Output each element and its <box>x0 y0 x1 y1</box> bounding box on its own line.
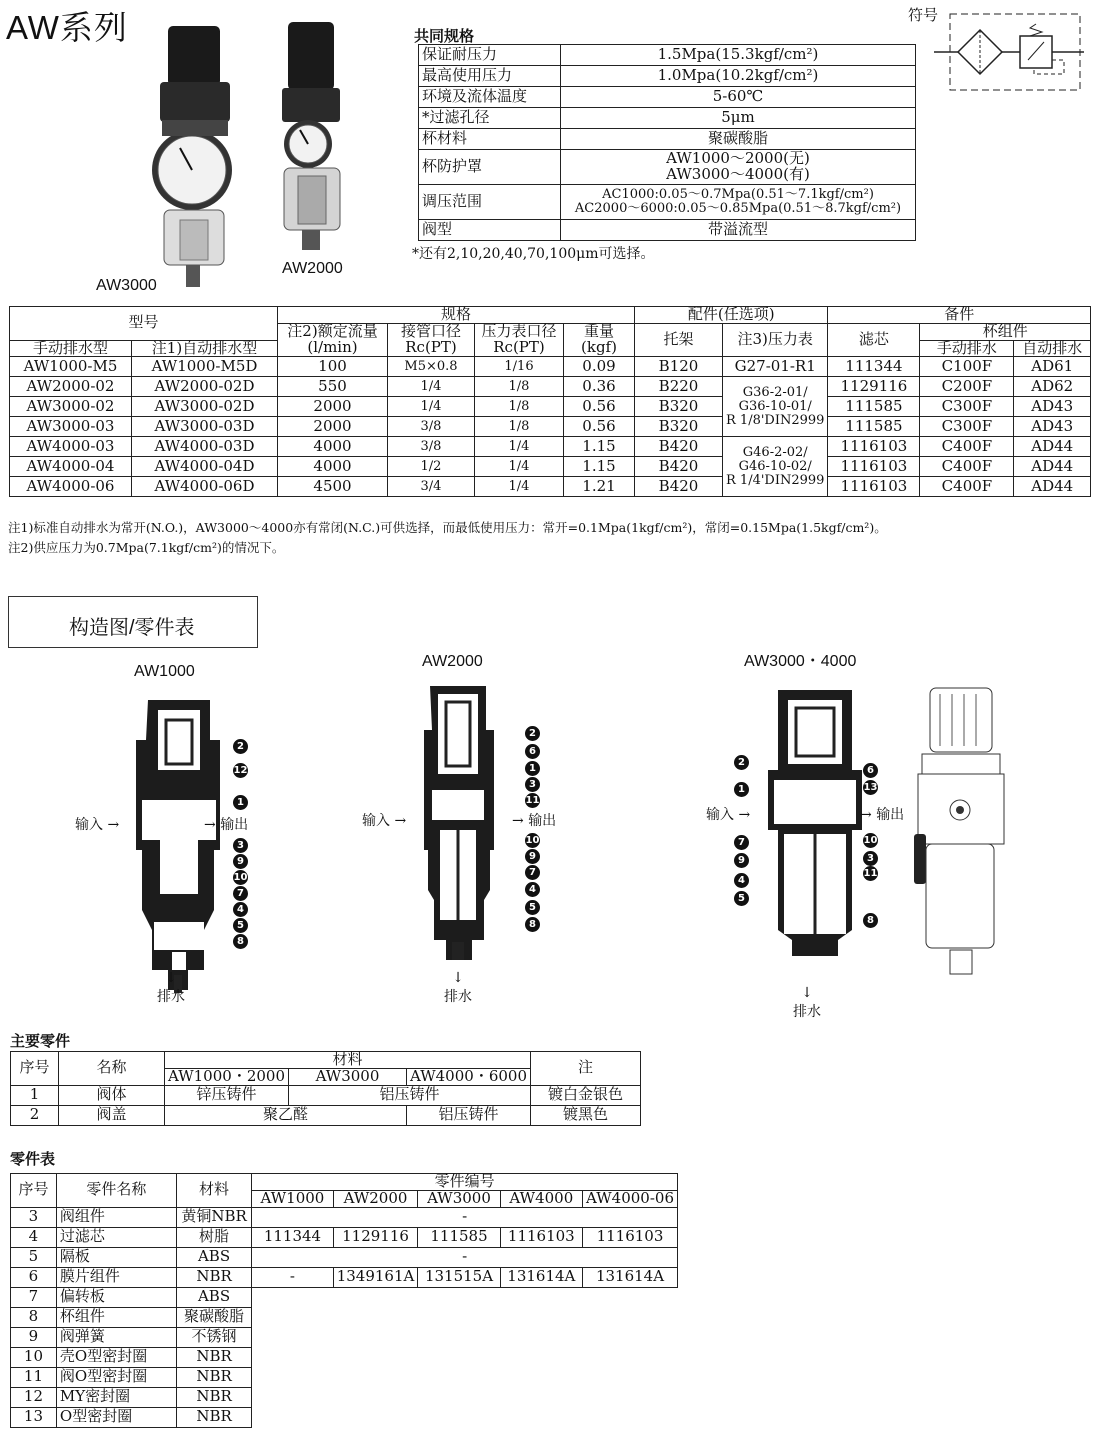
header-spec: 规格 <box>278 307 635 324</box>
model-gauge-port: 1/4 <box>475 477 564 497</box>
part-no: 2 <box>11 1105 59 1125</box>
model-bowl-auto: AD44 <box>1014 437 1091 457</box>
part-material: NBR <box>176 1407 251 1427</box>
part-row <box>11 1207 678 1227</box>
part-number-empty <box>252 1367 678 1387</box>
part-number: 1116103 <box>583 1227 678 1247</box>
main-part-row <box>11 1105 641 1125</box>
part-no: 7 <box>11 1287 57 1307</box>
model-port: 1/2 <box>388 457 475 477</box>
part-row <box>11 1227 678 1247</box>
part-material: NBR <box>176 1387 251 1407</box>
header-weight: 重量 (kgf) <box>564 323 635 357</box>
model-note-1: 注1)标准自动排水为常开(N.O.)，AW3000～4000亦有常闭(N.C.)可供选择，而最低使用压力：常开=0.1Mpa(1kgf/cm²)，常闭=0.15Mpa(1.5kgf/cm²)。 <box>8 520 887 535</box>
part-row <box>11 1387 678 1407</box>
model-auto: AW4000-06D <box>132 477 278 497</box>
common-spec-note: *还有2,10,20,40,70,100μm可选择。 <box>412 246 655 262</box>
header-model: AW4000 <box>500 1190 582 1207</box>
product-photo-aw3000 <box>140 20 250 290</box>
photo-label-aw2000: AW2000 <box>282 260 343 277</box>
model-bowl-auto: AD44 <box>1014 457 1091 477</box>
part-no: 9 <box>11 1327 57 1347</box>
header-material-3: AW4000・6000 <box>407 1068 531 1085</box>
callout-number: 4 <box>734 873 749 888</box>
part-name: 过滤芯 <box>56 1227 176 1247</box>
model-gauge-port: 1/8 <box>475 397 564 417</box>
model-element: 1116103 <box>828 437 920 457</box>
model-auto: AW3000-03D <box>132 417 278 437</box>
part-number-empty <box>252 1287 678 1307</box>
model-element: 1116103 <box>828 457 920 477</box>
part-note: 镀白金银色 <box>531 1085 641 1105</box>
header-model: AW1000 <box>252 1190 334 1207</box>
header-model: AW2000 <box>333 1190 418 1207</box>
part-number-empty <box>252 1347 678 1367</box>
part-no: 10 <box>11 1347 57 1367</box>
filter-regulator-symbol <box>934 10 1084 94</box>
model-bracket: B320 <box>635 397 723 417</box>
aw3000-4000-cutaway-diagram <box>760 684 870 984</box>
model-manual: AW2000-02 <box>10 377 132 397</box>
part-name: 阀组件 <box>56 1207 176 1227</box>
part-number: 1349161A <box>333 1267 418 1287</box>
spec-name: *过滤孔径 <box>419 108 561 129</box>
spec-value: 1.0Mpa(10.2kgf/cm²) <box>561 66 916 87</box>
model-manual: AW4000-06 <box>10 477 132 497</box>
part-no: 3 <box>11 1207 57 1227</box>
model-element: 111585 <box>828 397 920 417</box>
model-row <box>10 477 1091 497</box>
model-bowl-manual: C300F <box>920 397 1014 417</box>
aw2000-cutaway-diagram <box>400 680 540 980</box>
part-row <box>11 1407 678 1427</box>
header-name: 名称 <box>59 1052 165 1086</box>
part-number: 131614A <box>583 1267 678 1287</box>
part-number-empty <box>252 1407 678 1427</box>
callout-number: 5 <box>525 900 540 915</box>
model-bracket: B420 <box>635 457 723 477</box>
part-row <box>11 1247 678 1267</box>
callout-number: 3 <box>525 777 540 792</box>
part-row <box>11 1327 678 1347</box>
part-name: 阀体 <box>59 1085 165 1105</box>
callout-number: 1 <box>525 761 540 776</box>
aw3000-external-view <box>912 684 1012 984</box>
spec-name: 阀型 <box>419 220 561 241</box>
header-flow: 注2)额定流量 (l/min) <box>278 323 388 357</box>
part-name: 偏转板 <box>56 1287 176 1307</box>
callout-number: 6 <box>863 763 878 778</box>
model-gauge-port: 1/4 <box>475 437 564 457</box>
part-number-empty <box>252 1307 678 1327</box>
model-manual: AW1000-M5 <box>10 357 132 377</box>
model-gauge: G46-2-02/ G46-10-02/ R 1/4'DIN2999 <box>723 437 828 497</box>
callout-number: 4 <box>525 882 540 897</box>
model-weight: 0.09 <box>564 357 635 377</box>
model-gauge-port: 1/16 <box>475 357 564 377</box>
part-no: 8 <box>11 1307 57 1327</box>
part-number: 131515A <box>418 1267 500 1287</box>
part-number: 111585 <box>418 1227 500 1247</box>
model-bracket: B420 <box>635 437 723 457</box>
part-material: 树脂 <box>176 1227 251 1247</box>
spec-name: 杯材料 <box>419 129 561 150</box>
callout-number: 10 <box>525 835 540 846</box>
model-row <box>10 377 1091 397</box>
spec-name: 保证耐压力 <box>419 45 561 66</box>
model-bracket: B120 <box>635 357 723 377</box>
part-no: 11 <box>11 1367 57 1387</box>
aw2000-input-label: 输入 → <box>362 813 407 829</box>
callout-number: 13 <box>863 782 878 793</box>
spec-row <box>419 66 916 87</box>
common-spec-table <box>418 44 916 241</box>
part-note: 镀黑色 <box>531 1105 641 1125</box>
symbol-label: 符号 <box>908 6 939 24</box>
part-number: 131614A <box>500 1267 582 1287</box>
product-photo-aw2000 <box>272 18 352 258</box>
model-bowl-manual: C400F <box>920 457 1014 477</box>
part-name: MY密封圈 <box>56 1387 176 1407</box>
model-bowl-auto: AD61 <box>1014 357 1091 377</box>
model-gauge: G27-01-R1 <box>723 357 828 377</box>
spec-row <box>419 87 916 108</box>
spec-row <box>419 129 916 150</box>
model-bowl-manual: C400F <box>920 437 1014 457</box>
header-material-2: AW3000 <box>289 1068 407 1085</box>
part-no: 13 <box>11 1407 57 1427</box>
model-weight: 1.21 <box>564 477 635 497</box>
header-part-number: 零件编号 <box>252 1174 678 1191</box>
spec-value: AC1000:0.05～0.7Mpa(0.51～7.1kgf/cm²) AC2000～6000:0.05～0.85Mpa(0.51～8.7kgf/cm²) <box>561 185 916 220</box>
model-port: M5×0.8 <box>388 357 475 377</box>
callout-number: 4 <box>233 902 248 917</box>
spec-value: 聚碳酸脂 <box>561 129 916 150</box>
aw3000-input-label: 输入 → <box>706 807 751 823</box>
model-weight: 1.15 <box>564 457 635 477</box>
section-title-text: 构造图/零件表 <box>69 617 195 639</box>
model-element: 1116103 <box>828 477 920 497</box>
model-flow: 4000 <box>278 457 388 477</box>
model-port: 3/8 <box>388 437 475 457</box>
part-number-empty <box>252 1387 678 1407</box>
part-material: 铝压铸件 <box>407 1105 531 1125</box>
part-name: 杯组件 <box>56 1307 176 1327</box>
spec-value: 5μm <box>561 108 916 129</box>
part-material: 聚碳酸脂 <box>176 1307 251 1327</box>
part-no: 6 <box>11 1267 57 1287</box>
part-material: ABS <box>176 1247 251 1267</box>
spec-row <box>419 45 916 66</box>
model-row <box>10 437 1091 457</box>
page-title: AW系列 <box>6 9 128 46</box>
spec-name: 最高使用压力 <box>419 66 561 87</box>
header-model: AW3000 <box>418 1190 500 1207</box>
callout-number: 2 <box>233 739 248 754</box>
header-gauge-port: 压力表口径 Rc(PT) <box>475 323 564 357</box>
callout-number: 10 <box>233 872 248 883</box>
diagram-title-aw3000-4000: AW3000・4000 <box>744 653 857 670</box>
part-row <box>11 1367 678 1387</box>
model-flow: 4000 <box>278 437 388 457</box>
spec-value: AW1000～2000(无) AW3000～4000(有) <box>561 150 916 185</box>
model-bowl-auto: AD43 <box>1014 397 1091 417</box>
part-material: NBR <box>176 1347 251 1367</box>
part-no: 1 <box>11 1085 59 1105</box>
callout-number: 2 <box>734 755 749 770</box>
model-gauge-port: 1/4 <box>475 457 564 477</box>
part-no: 5 <box>11 1247 57 1267</box>
part-number: 1129116 <box>333 1227 418 1247</box>
main-part-row <box>11 1085 641 1105</box>
model-row <box>10 397 1091 417</box>
header-model: 型号 <box>10 307 278 341</box>
model-note-2: 注2)供应压力为0.7Mpa(7.1kgf/cm²)的情况下。 <box>8 540 285 555</box>
model-flow: 2000 <box>278 417 388 437</box>
callout-number: 8 <box>233 934 248 949</box>
spec-row <box>419 150 916 185</box>
header-spares: 备件 <box>828 307 1091 324</box>
callout-number: 9 <box>734 853 749 868</box>
header-material-1: AW1000・2000 <box>165 1068 289 1085</box>
model-port: 1/4 <box>388 397 475 417</box>
model-auto: AW4000-04D <box>132 457 278 477</box>
part-material: 铝压铸件 <box>289 1085 531 1105</box>
model-auto: AW3000-02D <box>132 397 278 417</box>
photo-label-aw3000: AW3000 <box>96 277 157 294</box>
part-material: 锌压铸件 <box>165 1085 289 1105</box>
model-bowl-manual: C200F <box>920 377 1014 397</box>
callout-number: 9 <box>525 849 540 864</box>
aw2000-drain-label: ↓ 排水 <box>444 970 472 1005</box>
callout-number: 3 <box>863 851 878 866</box>
header-options: 配件(任选项) <box>635 307 828 324</box>
diagram-title-aw1000: AW1000 <box>134 663 195 680</box>
header-row <box>11 1174 678 1191</box>
part-number: 111344 <box>252 1227 334 1247</box>
aw2000-output-label: → 输出 <box>512 813 557 829</box>
callout-number: 11 <box>525 795 540 806</box>
model-flow: 550 <box>278 377 388 397</box>
model-element: 111585 <box>828 417 920 437</box>
model-bracket: B320 <box>635 417 723 437</box>
part-name: O型密封圈 <box>56 1407 176 1427</box>
model-element: 111344 <box>828 357 920 377</box>
model-weight: 1.15 <box>564 437 635 457</box>
model-manual: AW4000-04 <box>10 457 132 477</box>
part-material: 黄铜NBR <box>176 1207 251 1227</box>
parts-list-table <box>10 1173 678 1428</box>
spec-row <box>419 185 916 220</box>
spec-value: 1.5Mpa(15.3kgf/cm²) <box>561 45 916 66</box>
model-row <box>10 417 1091 437</box>
common-spec-heading: 共同规格 <box>414 28 475 45</box>
callout-number: 11 <box>863 868 878 879</box>
callout-number: 2 <box>525 726 540 741</box>
header-auto: 注1)自动排水型 <box>132 340 278 357</box>
header-name: 零件名称 <box>56 1174 176 1208</box>
model-bowl-manual: C400F <box>920 477 1014 497</box>
section-title <box>8 596 258 648</box>
part-name: 壳O型密封圈 <box>56 1347 176 1367</box>
header-port: 接管口径 Rc(PT) <box>388 323 475 357</box>
header-gauge: 注3)压力表 <box>723 323 828 357</box>
header-note: 注 <box>531 1052 641 1086</box>
callout-number: 10 <box>863 835 878 846</box>
part-name: 膜片组件 <box>56 1267 176 1287</box>
callout-number: 7 <box>233 886 248 901</box>
header-bracket: 托架 <box>635 323 723 357</box>
model-manual: AW3000-03 <box>10 417 132 437</box>
model-bracket: B220 <box>635 377 723 397</box>
part-number: - <box>252 1247 678 1267</box>
model-element: 1129116 <box>828 377 920 397</box>
part-material: 聚乙醛 <box>165 1105 407 1125</box>
part-row <box>11 1307 678 1327</box>
callout-number: 7 <box>734 835 749 850</box>
part-number-empty <box>252 1327 678 1347</box>
model-weight: 0.56 <box>564 417 635 437</box>
model-gauge: G36-2-01/ G36-10-01/ R 1/8'DIN2999 <box>723 377 828 437</box>
model-weight: 0.36 <box>564 377 635 397</box>
model-bowl-auto: AD44 <box>1014 477 1091 497</box>
spec-row <box>419 108 916 129</box>
callout-number: 9 <box>233 854 248 869</box>
model-manual: AW3000-02 <box>10 397 132 417</box>
model-flow: 4500 <box>278 477 388 497</box>
callout-number: 1 <box>734 782 749 797</box>
parts-list-heading: 零件表 <box>10 1151 56 1168</box>
spec-name: 环境及流体温度 <box>419 87 561 108</box>
aw1000-input-label: 输入 → <box>75 817 120 833</box>
model-gauge-port: 1/8 <box>475 377 564 397</box>
part-number: - <box>252 1267 334 1287</box>
spec-name: 杯防护罩 <box>419 150 561 185</box>
header-no: 序号 <box>11 1052 59 1086</box>
diagram-title-aw2000: AW2000 <box>422 653 483 670</box>
part-row <box>11 1287 678 1307</box>
spec-row <box>419 220 916 241</box>
callout-number: 1 <box>233 795 248 810</box>
part-material: NBR <box>176 1267 251 1287</box>
part-name: 阀弹簧 <box>56 1327 176 1347</box>
header-row <box>10 307 1091 324</box>
header-row <box>11 1052 641 1069</box>
model-table <box>9 306 1091 497</box>
model-gauge-port: 1/8 <box>475 417 564 437</box>
model-bowl-auto: AD43 <box>1014 417 1091 437</box>
model-weight: 0.56 <box>564 397 635 417</box>
header-element: 滤芯 <box>828 323 920 357</box>
model-bowl-manual: C300F <box>920 417 1014 437</box>
callout-number: 8 <box>525 917 540 932</box>
part-row <box>11 1347 678 1367</box>
header-no: 序号 <box>11 1174 57 1208</box>
model-bowl-manual: C100F <box>920 357 1014 377</box>
part-name: 阀盖 <box>59 1105 165 1125</box>
spec-name: 调压范围 <box>419 185 561 220</box>
header-model: AW4000-06 <box>583 1190 678 1207</box>
model-row <box>10 357 1091 377</box>
model-manual: AW4000-03 <box>10 437 132 457</box>
part-material: 不锈钢 <box>176 1327 251 1347</box>
header-manual: 手动排水型 <box>10 340 132 357</box>
callout-number: 5 <box>233 918 248 933</box>
callout-number: 8 <box>863 913 878 928</box>
part-number: 1116103 <box>500 1227 582 1247</box>
model-port: 3/4 <box>388 477 475 497</box>
part-name: 隔板 <box>56 1247 176 1267</box>
model-flow: 100 <box>278 357 388 377</box>
part-material: NBR <box>176 1367 251 1387</box>
part-row <box>11 1267 678 1287</box>
callout-number: 3 <box>233 838 248 853</box>
part-material: ABS <box>176 1287 251 1307</box>
main-parts-heading: 主要零件 <box>10 1033 71 1050</box>
aw1000-drain-label: ↓ 排水 <box>157 970 185 1005</box>
header-material: 材料 <box>176 1174 251 1208</box>
model-auto: AW1000-M5D <box>132 357 278 377</box>
header-bowl-auto: 自动排水 <box>1014 340 1091 357</box>
aw3000-output-label: → 输出 <box>860 807 905 823</box>
model-flow: 2000 <box>278 397 388 417</box>
model-auto: AW2000-02D <box>132 377 278 397</box>
aw1000-output-label: → 输出 <box>204 817 249 833</box>
callout-number: 6 <box>525 744 540 759</box>
spec-value: 5-60℃ <box>561 87 916 108</box>
spec-value: 带溢流型 <box>561 220 916 241</box>
model-auto: AW4000-03D <box>132 437 278 457</box>
header-bowl: 杯组件 <box>920 323 1091 340</box>
main-parts-table <box>10 1051 641 1126</box>
callout-number: 5 <box>734 891 749 906</box>
header-material: 材料 <box>165 1052 531 1069</box>
aw3000-drain-label: ↓ 排水 <box>793 985 821 1020</box>
model-port: 1/4 <box>388 377 475 397</box>
model-row <box>10 457 1091 477</box>
header-bowl-manual: 手动排水 <box>920 340 1014 357</box>
part-no: 4 <box>11 1227 57 1247</box>
callout-number: 7 <box>525 865 540 880</box>
part-name: 阀O型密封圈 <box>56 1367 176 1387</box>
model-bowl-auto: AD62 <box>1014 377 1091 397</box>
part-no: 12 <box>11 1387 57 1407</box>
model-port: 3/8 <box>388 417 475 437</box>
callout-number: 12 <box>233 765 248 776</box>
model-bracket: B420 <box>635 477 723 497</box>
part-number: - <box>252 1207 678 1227</box>
